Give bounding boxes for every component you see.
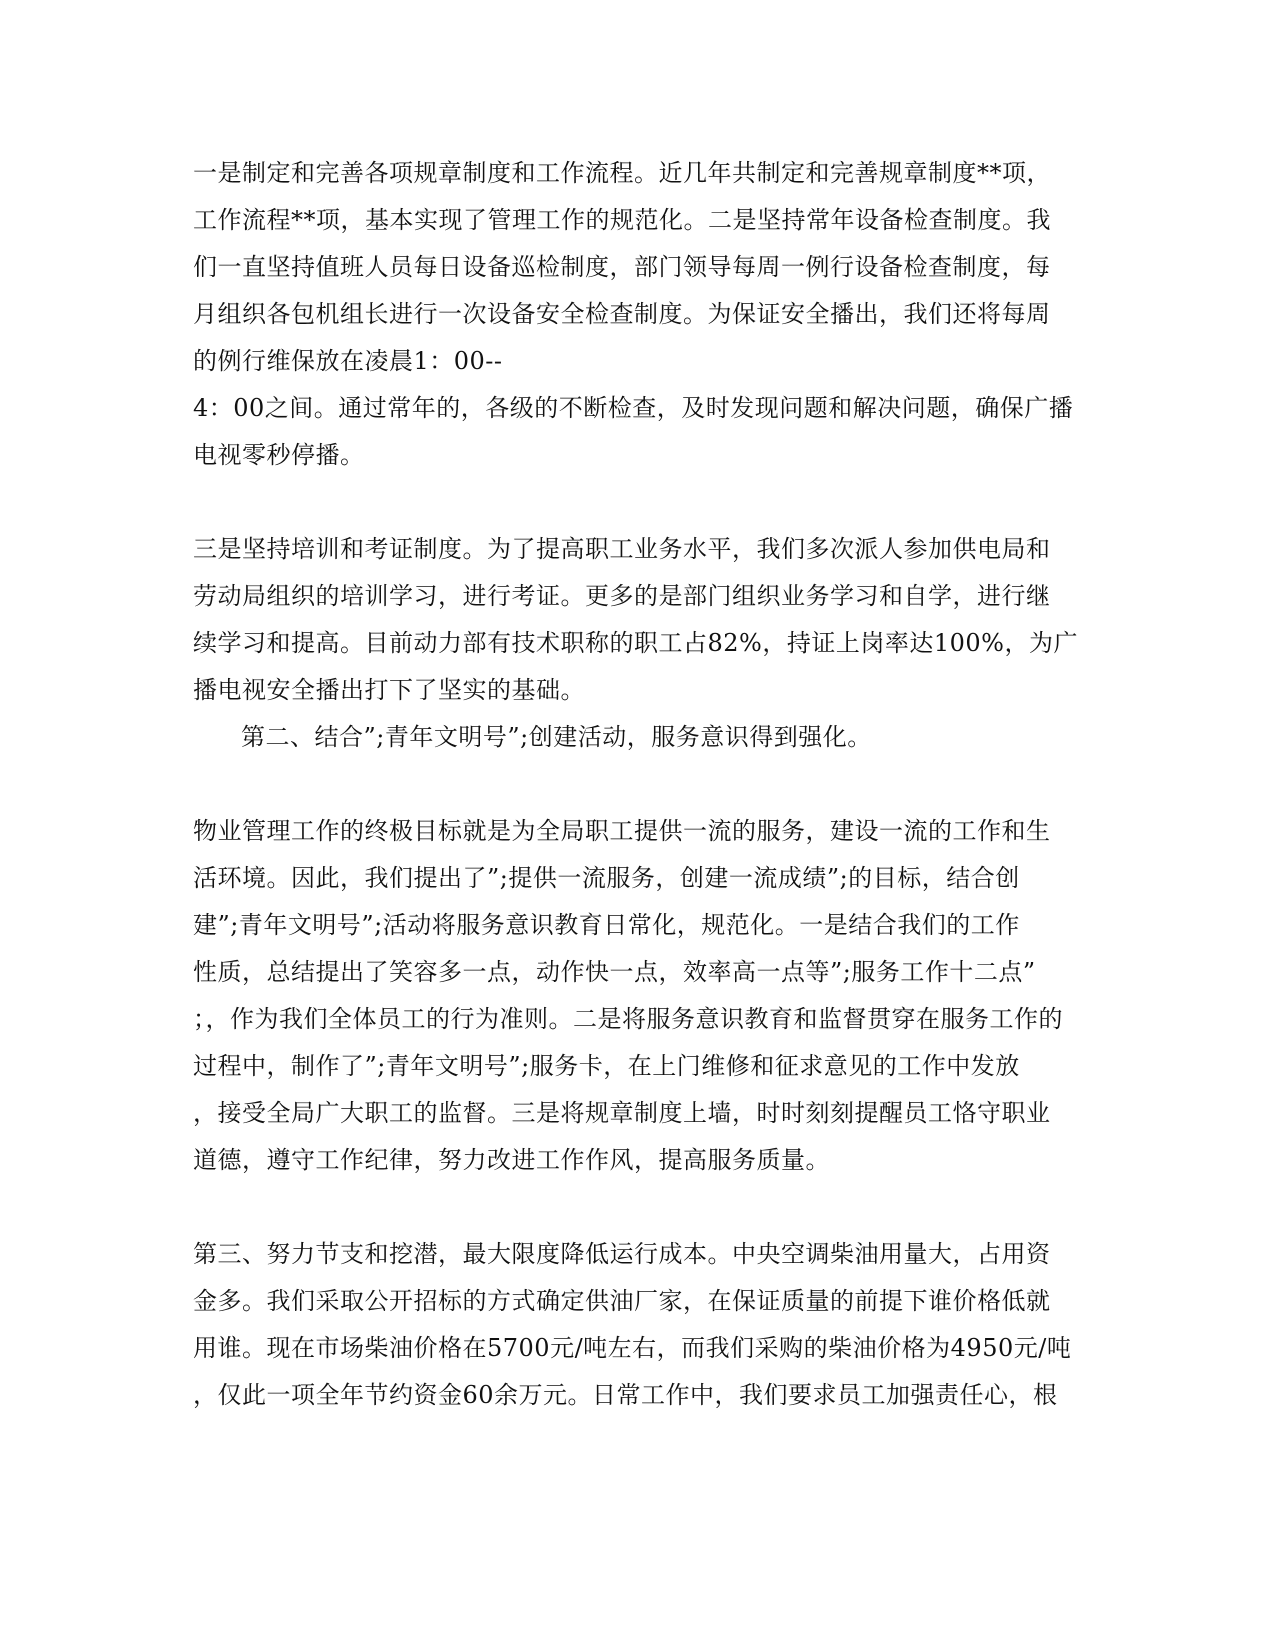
paragraph-2-line-4: 播电视安全播出打下了坚实的基础。	[193, 676, 585, 704]
paragraph-1-line-4: 月组织各包机组长进行一次设备安全检查制度。为保证安全播出，我们还将每周	[193, 300, 1051, 328]
paragraph-4-line-4: ，仅此一项全年节约资金60余万元。日常工作中，我们要求员工加强责任心，根	[193, 1381, 1058, 1409]
paragraph-1-line-2: 工作流程**项，基本实现了管理工作的规范化。二是坚持常年设备检查制度。我	[193, 206, 1051, 234]
paragraph-3-line-7: ，接受全局广大职工的监督。三是将规章制度上墙，时时刻刻提醒员工恪守职业	[193, 1099, 1051, 1127]
paragraph-1-line-6: 4：00之间。通过常年的，各级的不断检查，及时发现问题和解决问题，确保广播	[193, 394, 1074, 422]
paragraph-4-line-3: 用谁。现在市场柴油价格在5700元/吨左右，而我们采购的柴油价格为4950元/吨	[193, 1334, 1072, 1362]
paragraph-4-line-2: 金多。我们采取公开招标的方式确定供油厂家，在保证质量的前提下谁价格低就	[193, 1287, 1051, 1315]
paragraph-3-line-2: 活环境。因此，我们提出了”;提供一流服务，创建一流成绩”;的目标，结合创	[193, 864, 1020, 892]
paragraph-2-line-3: 续学习和提高。目前动力部有技术职称的职工占82%，持证上岗率达100%，为广	[193, 629, 1078, 657]
paragraph-3-line-5: ；，作为我们全体员工的行为准则。二是将服务意识教育和监督贯穿在服务工作的	[193, 1005, 1063, 1033]
section-heading-2: 第二、结合”;青年文明号”;创建活动，服务意识得到强化。	[241, 723, 872, 751]
paragraph-2-line-1: 三是坚持培训和考证制度。为了提高职工业务水平，我们多次派人参加供电局和	[193, 535, 1051, 563]
paragraph-1-line-5: 的例行维保放在凌晨1：00--	[193, 347, 503, 375]
paragraph-3-line-8: 道德，遵守工作纪律，努力改进工作作风，提高服务质量。	[193, 1146, 830, 1174]
paragraph-4-line-1: 第三、努力节支和挖潜，最大限度降低运行成本。中央空调柴油用量大，占用资	[193, 1240, 1051, 1268]
paragraph-1-line-3: 们一直坚持值班人员每日设备巡检制度，部门领导每周一例行设备检查制度，每	[193, 253, 1051, 281]
paragraph-1-line-1: 一是制定和完善各项规章制度和工作流程。近几年共制定和完善规章制度**项，	[193, 159, 1051, 187]
paragraph-1-line-7: 电视零秒停播。	[193, 441, 365, 469]
paragraph-3-line-3: 建”;青年文明号”;活动将服务意识教育日常化，规范化。一是结合我们的工作	[193, 911, 1020, 939]
paragraph-3-line-1: 物业管理工作的终极目标就是为全局职工提供一流的服务，建设一流的工作和生	[193, 817, 1051, 845]
paragraph-3-line-4: 性质，总结提出了笑容多一点，动作快一点，效率高一点等”;服务工作十二点”	[193, 958, 1036, 986]
paragraph-3-line-6: 过程中，制作了”;青年文明号”;服务卡，在上门维修和征求意见的工作中发放	[193, 1052, 1020, 1080]
paragraph-2-line-2: 劳动局组织的培训学习，进行考证。更多的是部门组织业务学习和自学，进行继	[193, 582, 1051, 610]
